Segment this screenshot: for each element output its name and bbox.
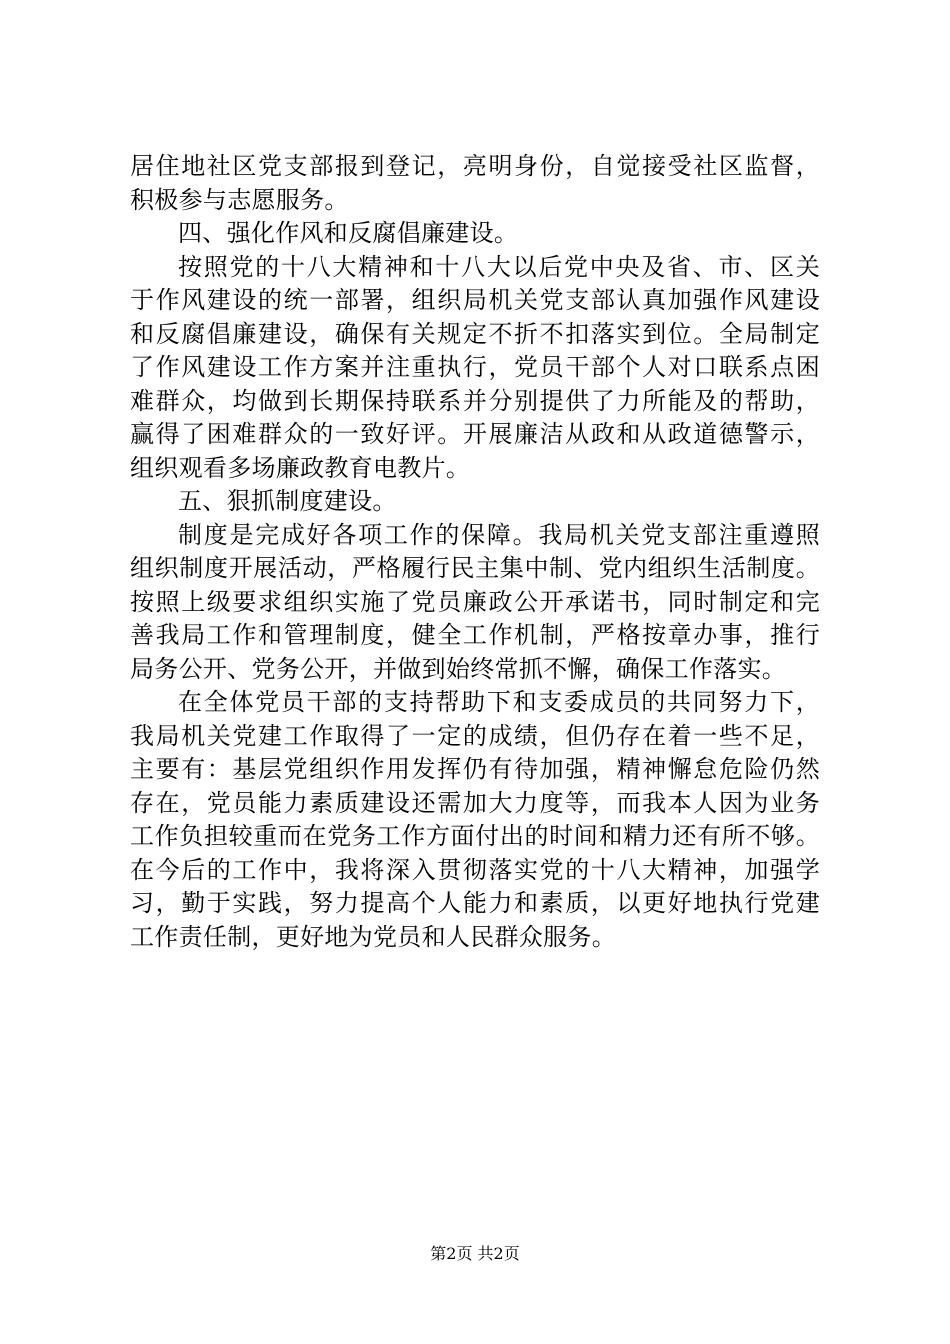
text-line: 工作负担较重而在党务工作方面付出的时间和精力还有所不够。 bbox=[130, 822, 820, 850]
text-line: 在全体党员干部的支持帮助下和支委成员的共同努力下， bbox=[178, 688, 820, 716]
text-line: 组织制度开展活动，严格履行民主集中制、党内组织生活制度。 bbox=[130, 554, 820, 582]
text-line: 难群众，均做到长期保持联系并分别提供了力所能及的帮助， bbox=[130, 386, 820, 415]
document-body bbox=[130, 150, 820, 954]
text-line: 主要有：基层党组织作用发挥仍有待加强，精神懈怠危险仍然 bbox=[130, 755, 820, 783]
section-heading: 五、狠抓制度建设。 bbox=[178, 487, 397, 515]
section-heading: 四、强化作风和反腐倡廉建设。 bbox=[178, 219, 519, 247]
text-line: 在今后的工作中，我将深入贯彻落实党的十八大精神，加强学 bbox=[130, 855, 820, 884]
text-line: 积极参与志愿服务。 bbox=[130, 185, 349, 214]
text-line: 善我局工作和管理制度，健全工作机制，严格按章办事，推行 bbox=[130, 621, 820, 649]
text-line: 和反腐倡廉建设，确保有关规定不折不扣落实到位。全局制定 bbox=[130, 319, 820, 348]
text-line: 按照上级要求组织实施了党员廉政公开承诺书，同时制定和完 bbox=[130, 587, 820, 616]
text-line: 按照党的十八大精神和十八大以后党中央及省、市、区关 bbox=[178, 252, 820, 281]
page-footer: 第2页 共2页 bbox=[430, 1244, 520, 1263]
text-line: 组织观看多场廉政教育电教片。 bbox=[130, 453, 471, 482]
text-line: 工作责任制，更好地为党员和人民群众服务。 bbox=[130, 922, 616, 951]
text-line: 于作风建设的统一部署，组织局机关党支部认真加强作风建设 bbox=[130, 286, 820, 314]
text-line: 制度是完成好各项工作的保障。我局机关党支部注重遵照 bbox=[178, 520, 820, 549]
text-line: 习，勤于实践，努力提高个人能力和素质，以更好地执行党建 bbox=[130, 889, 820, 917]
text-line: 赢得了困难群众的一致好评。开展廉洁从政和从政道德警示， bbox=[130, 420, 820, 448]
text-line: 居住地社区党支部报到登记，亮明身份，自觉接受社区监督， bbox=[130, 152, 820, 180]
text-line: 局务公开、党务公开，并做到始终常抓不懈，确保工作落实。 bbox=[130, 654, 787, 683]
text-line: 我局机关党建工作取得了一定的成绩，但仍存在着一些不足， bbox=[130, 721, 820, 750]
text-line: 存在，党员能力素质建设还需加大力度等，而我本人因为业务 bbox=[130, 788, 820, 817]
text-line: 了作风建设工作方案并注重执行，党员干部个人对口联系点困 bbox=[130, 353, 820, 381]
